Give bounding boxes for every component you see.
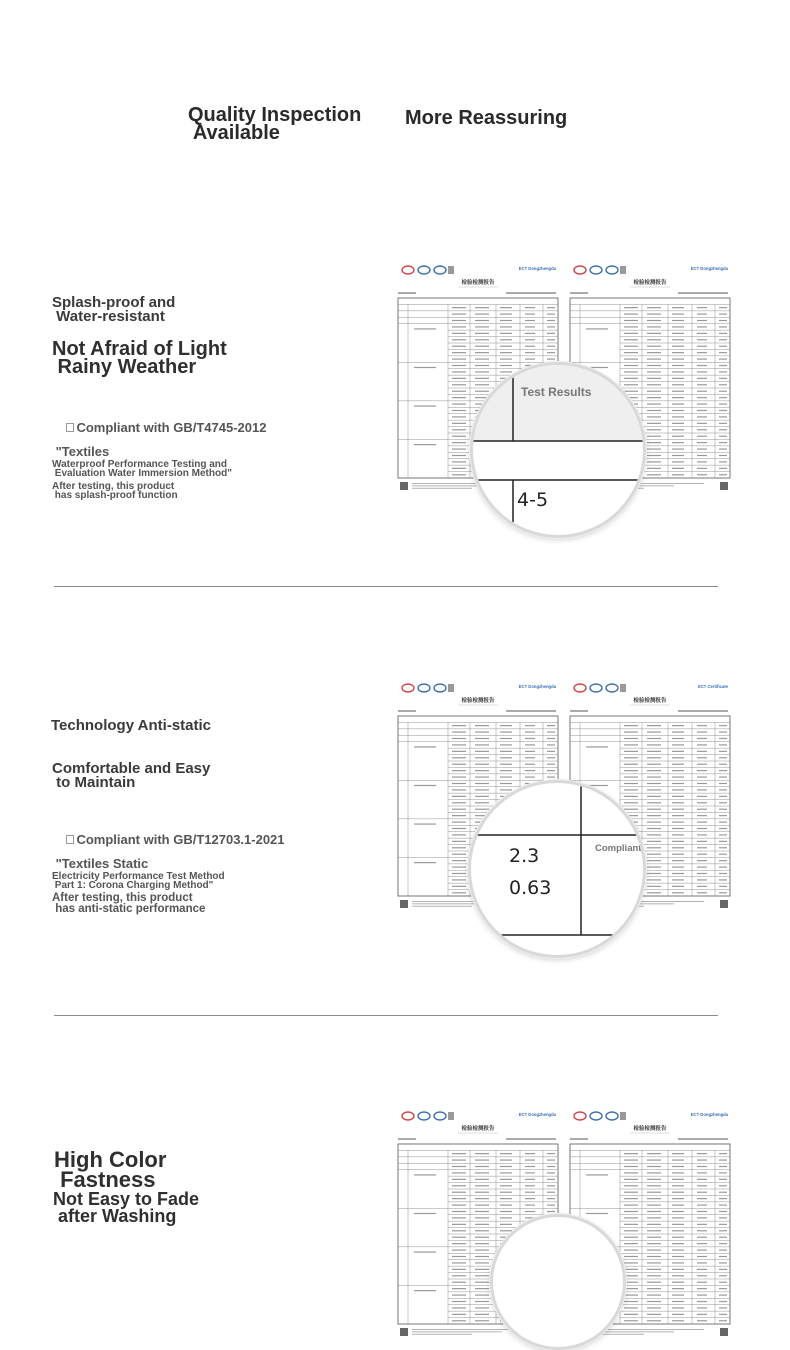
certification-logo-icon <box>574 684 586 692</box>
magnifier-label-test-results: Test Results <box>521 385 592 399</box>
checkbox-outline-icon <box>66 835 74 844</box>
stamp-logo-icon <box>448 266 454 274</box>
stamp-logo-icon <box>620 684 626 692</box>
s3-heading-line-2: Fastness <box>54 1167 156 1192</box>
qr-code-icon <box>400 482 408 490</box>
section-divider <box>54 586 718 587</box>
s2-heading-line-2: to Maintain <box>52 774 136 791</box>
accreditation-logo-icon <box>434 684 446 692</box>
s1-detail-line-2: Evaluation Water Immersion Method" <box>52 468 232 479</box>
report-title: 检验检测报告 <box>461 698 495 704</box>
accreditation-logo-icon <box>606 1112 618 1120</box>
s1-subheading-line-2: Water-resistant <box>52 308 165 325</box>
section-1-heading <box>52 340 227 376</box>
report-brand-text: ECT Dongzhengda <box>690 266 728 271</box>
certification-logo-icon <box>402 1112 414 1120</box>
magnifier-value: 4-5 <box>517 489 549 511</box>
section-1-subheading <box>52 296 175 324</box>
s1-compliance-row <box>52 410 352 446</box>
accreditation-logo-icon <box>606 266 618 274</box>
section-1-compliance <box>52 410 352 500</box>
report-brand-text: ECT Certificate <box>697 684 728 689</box>
accreditation-logo-icon <box>606 684 618 692</box>
magnifier-zoom <box>470 362 646 538</box>
s1-compliance-line: Compliant with GB/T4745-2012 <box>76 420 267 435</box>
certification-logo-icon <box>574 1112 586 1120</box>
section-3-subheading <box>53 1191 199 1225</box>
section-2-compliance <box>52 822 352 915</box>
accreditation-logo-icon <box>418 266 430 274</box>
qr-code-icon <box>720 482 728 490</box>
qr-code-icon <box>720 1328 728 1336</box>
s2-result-line-2: has anti-static performance <box>52 903 206 915</box>
accreditation-logo-icon <box>434 1112 446 1120</box>
accreditation-logo-icon <box>434 266 446 274</box>
report-brand-text: ECT Dongzhengda <box>518 684 556 689</box>
stamp-logo-icon <box>448 1112 454 1120</box>
qr-code-icon <box>400 900 408 908</box>
qr-code-icon <box>400 1328 408 1336</box>
s1-heading-line-1: Not Afraid of Light <box>52 338 227 360</box>
s1-subheading-line-1: Splash-proof and <box>52 294 176 311</box>
magnifier-zoom <box>468 780 646 958</box>
checkbox-outline-icon <box>66 423 74 432</box>
s2-compliance-line: Compliant with GB/T12703.1-2021 <box>76 832 285 847</box>
s2-detail-line-2: Part 1: Corona Charging Method" <box>52 880 214 891</box>
magnifier-value-1: 2.3 <box>509 845 540 867</box>
section-divider <box>54 1015 718 1016</box>
magnifier-value-2: 0.63 <box>509 877 552 899</box>
report-title: 检验检测报告 <box>633 1126 667 1132</box>
report-title: 检验检测报告 <box>461 280 495 286</box>
stamp-logo-icon <box>620 266 626 274</box>
magnifier-label-compliant: Compliant <box>595 843 642 854</box>
report-title: 检验检测报告 <box>461 1126 495 1132</box>
magnifier-zoom <box>490 1214 626 1350</box>
accreditation-logo-icon <box>590 684 602 692</box>
header-left-line-1: Quality Inspection <box>188 104 362 126</box>
accreditation-logo-icon <box>418 684 430 692</box>
report-brand-text: ECT Dongzhengda <box>690 1112 728 1117</box>
section-2-subheading: Technology Anti-static <box>51 717 212 734</box>
s2-result-line-1: After testing, this product <box>52 892 193 904</box>
s1-quote-line: "Textiles <box>52 444 110 459</box>
s1-result-line-2: has splash-proof function <box>52 490 178 501</box>
stamp-logo-icon <box>448 684 454 692</box>
certification-logo-icon <box>402 684 414 692</box>
accreditation-logo-icon <box>590 1112 602 1120</box>
qr-code-icon <box>720 900 728 908</box>
s2-heading-line-1: Comfortable and Easy <box>52 760 211 777</box>
report-title: 检验检测报告 <box>633 280 667 286</box>
magnified-table-grid <box>471 783 643 955</box>
report-brand-text: ECT Dongzhengda <box>518 266 556 271</box>
s1-detail-line-1: Waterproof Performance Testing and <box>52 459 228 470</box>
header-title-left <box>188 106 361 142</box>
s2-compliance-row <box>52 822 352 858</box>
s3-heading-line-1: High Color <box>54 1147 167 1172</box>
header-title-right: More Reassuring <box>405 107 568 129</box>
section-3-heading <box>54 1147 167 1192</box>
certification-logo-icon <box>402 266 414 274</box>
accreditation-logo-icon <box>418 1112 430 1120</box>
s1-result-line-1: After testing, this product <box>52 481 175 492</box>
accreditation-logo-icon <box>590 266 602 274</box>
section-2-heading <box>52 762 210 790</box>
s3-subheading-line-2: after Washing <box>53 1206 177 1226</box>
report-title: 检验检测报告 <box>633 698 667 704</box>
header-left-line-2: Available <box>188 122 280 144</box>
certification-logo-icon <box>574 266 586 274</box>
s2-quote-line: "Textiles Static <box>52 856 149 871</box>
report-brand-text: ECT Dongzhengda <box>518 1112 556 1117</box>
s2-detail-line-1: Electricity Performance Test Method <box>52 871 225 882</box>
s1-heading-line-2: Rainy Weather <box>52 356 197 378</box>
stamp-logo-icon <box>620 1112 626 1120</box>
s3-subheading-line-1: Not Easy to Fade <box>53 1189 200 1209</box>
